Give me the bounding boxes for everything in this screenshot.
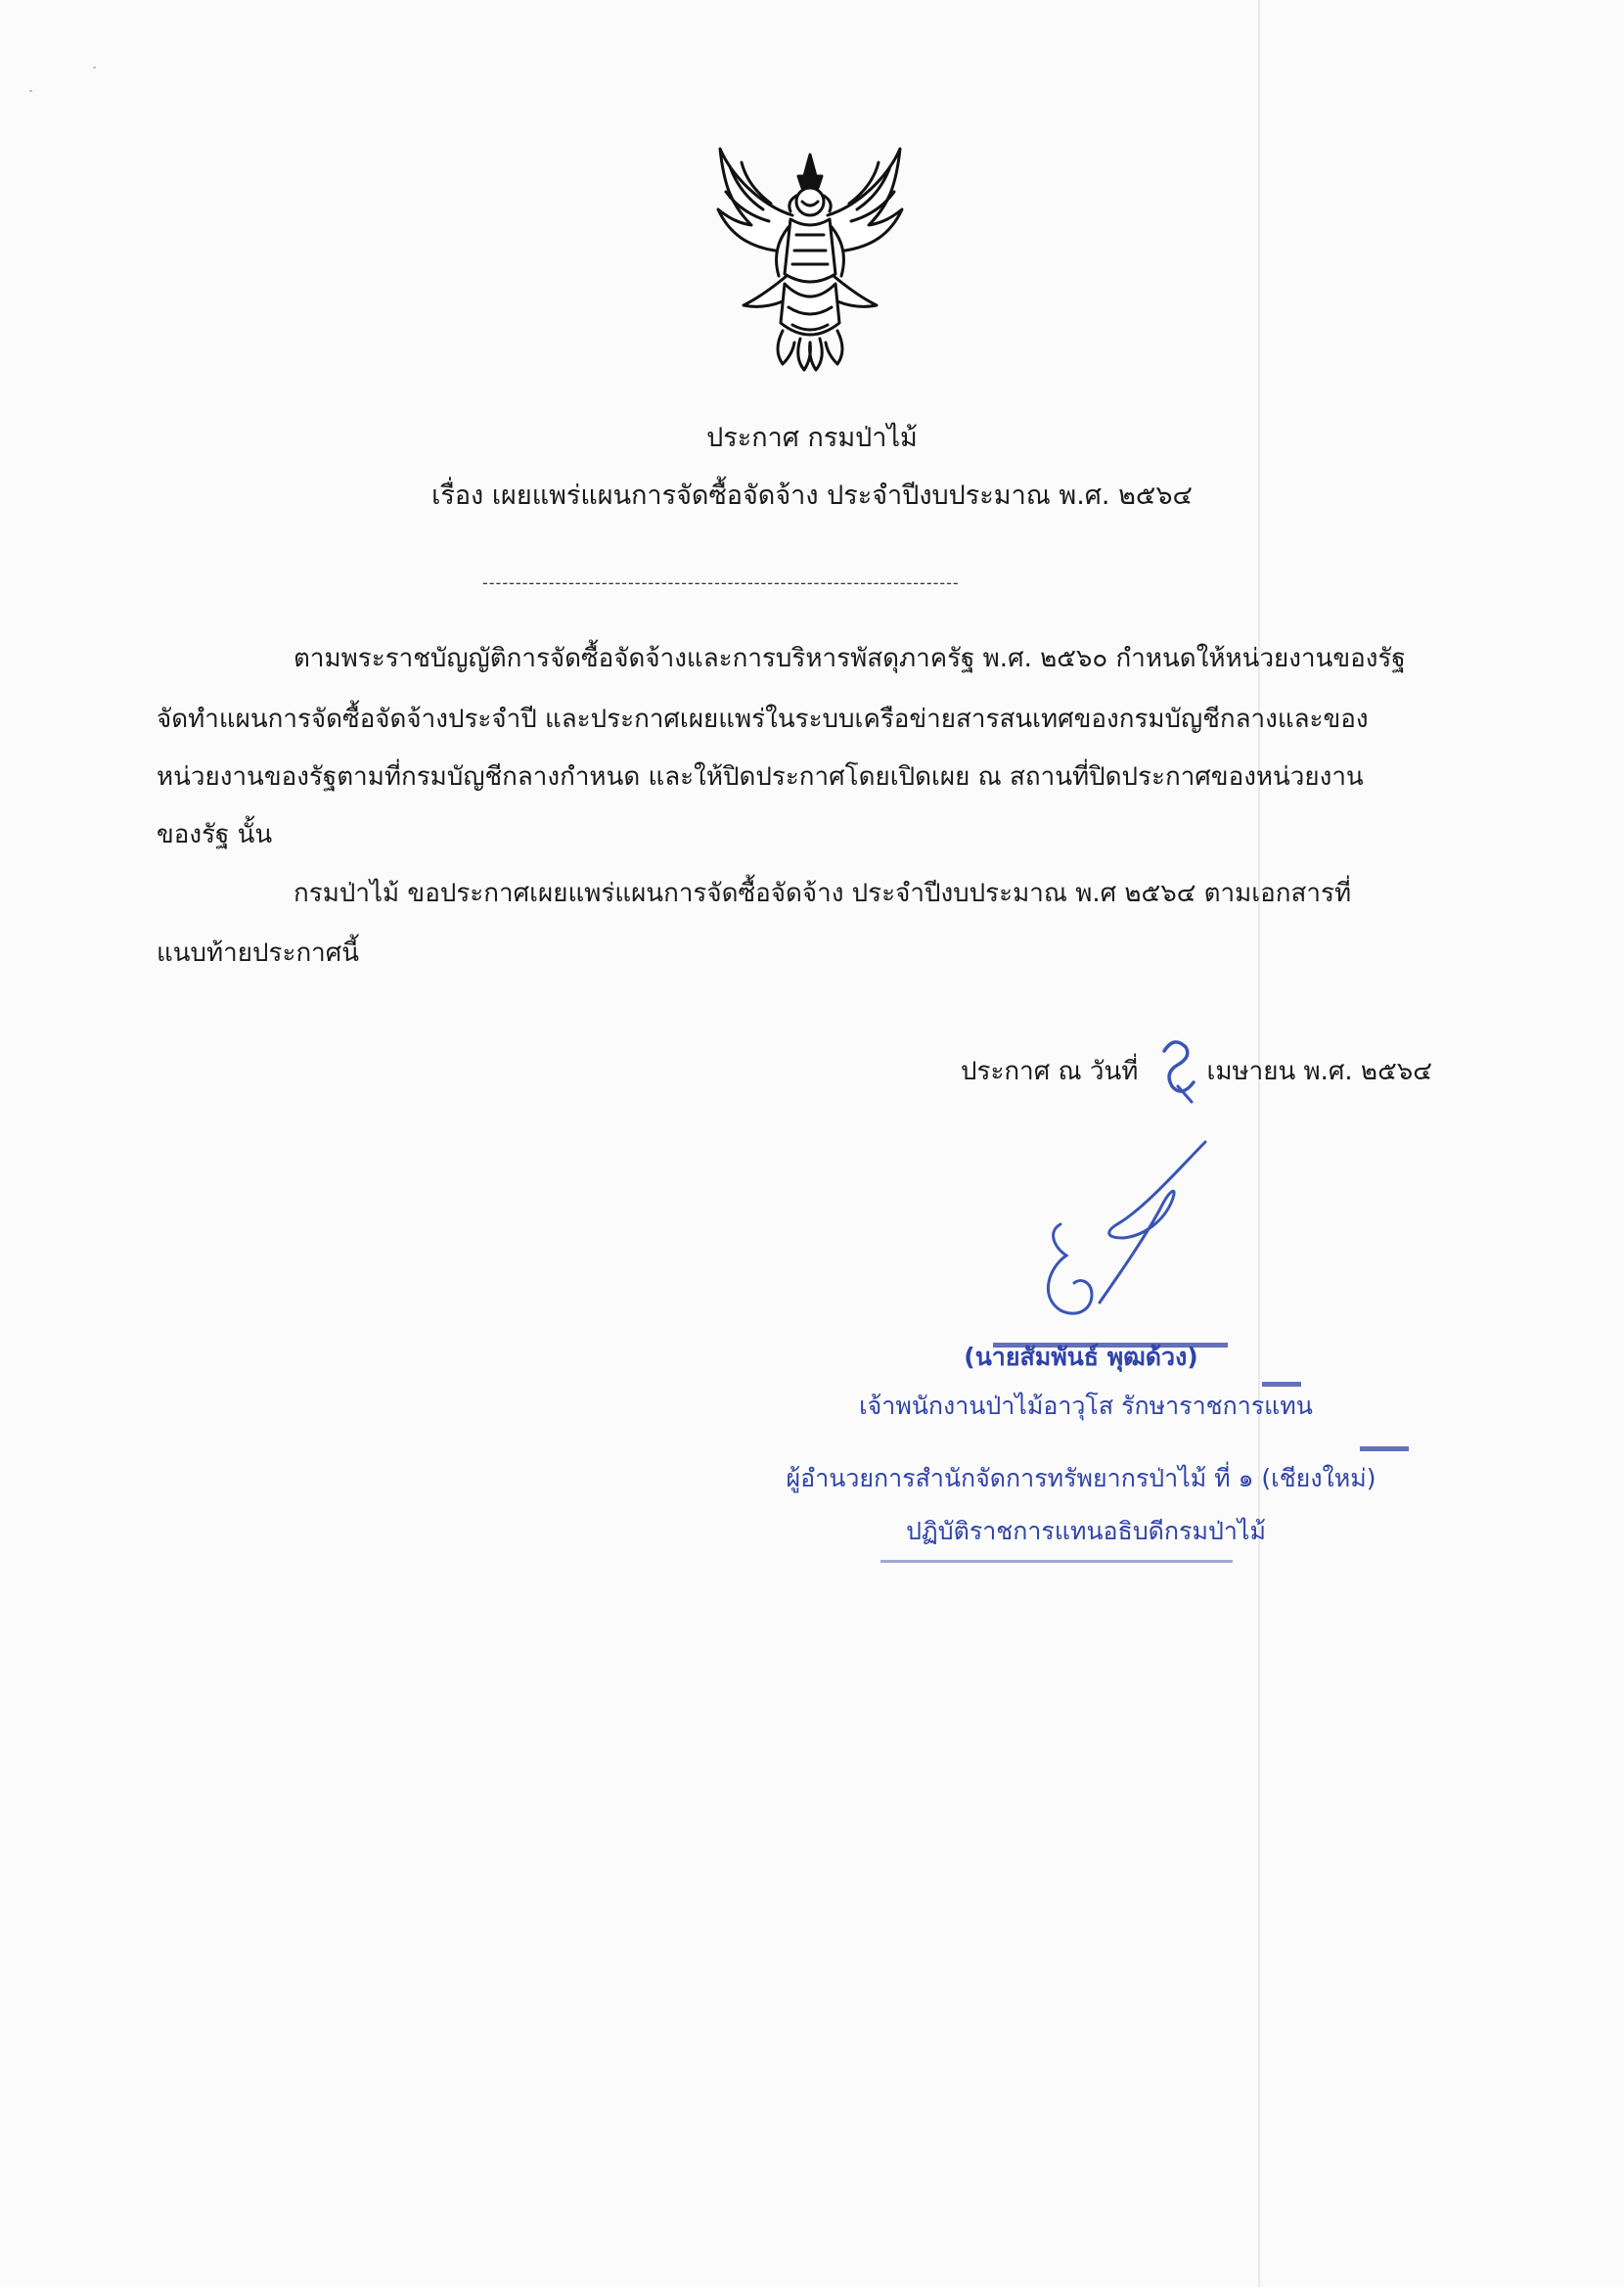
signatory-position: ผู้อำนวยการสำนักจัดการทรัพยากรป่าไม้ ที่ ๑ (เชียงใหม่) bbox=[786, 1464, 1376, 1492]
date-suffix: เมษายน พ.ศ. ๒๕๖๔ bbox=[1206, 1057, 1432, 1086]
stamp-edge bbox=[1360, 1446, 1409, 1451]
date-prefix: ประกาศ ณ วันที่ bbox=[961, 1057, 1139, 1086]
announcement-title: ประกาศ กรมป่าไม้ bbox=[706, 423, 918, 453]
body-line: จัดทำแผนการจัดซื้อจัดจ้างประจำปี และประกาศเผยแพร่ในระบบเครือข่ายสารสนเทศของกรมบัญชีกลางและของ bbox=[157, 705, 1369, 734]
stamp-edge bbox=[880, 1560, 1233, 1563]
body-line: กรมป่าไม้ ขอประกาศเผยแพร่แผนการจัดซื้อจัดจ้าง ประจำปีงบประมาณ พ.ศ ๒๕๖๔ ตามเอกสารที่ bbox=[293, 879, 1352, 908]
garuda-emblem-icon bbox=[702, 137, 918, 382]
body-line: แนบท้ายประกาศนี้ bbox=[157, 938, 360, 968]
signatory-name: (นายสัมพันธ์ พุฒด้วง) bbox=[964, 1343, 1198, 1371]
handwritten-signature bbox=[998, 1130, 1252, 1326]
announcement-subject: เรื่อง เผยแพร่แผนการจัดซื้อจัดจ้าง ประจำปีงบประมาณ พ.ศ. ๒๕๖๔ bbox=[431, 480, 1193, 511]
body-line: ตามพระราชบัญญัติการจัดซื้อจัดจ้างและการบริหารพัสดุภาครัฐ พ.ศ. ๒๕๖๐ กำหนดให้หน่วยงานของรัฐ bbox=[293, 644, 1406, 673]
scan-speck bbox=[93, 67, 96, 69]
scan-speck bbox=[29, 90, 32, 92]
handwritten-day bbox=[1150, 1029, 1209, 1108]
stamp-edge bbox=[1262, 1382, 1301, 1387]
dashed-divider: ------------------------------------------------------------------------ bbox=[482, 573, 960, 591]
signatory-position: เจ้าพนักงานป่าไม้อาวุโส รักษาราชการแทน bbox=[859, 1392, 1313, 1420]
body-line: หน่วยงานของรัฐตามที่กรมบัญชีกลางกำหนด และให้ปิดประกาศโดยเปิดเผย ณ สถานที่ปิดประกาศของหน่วยงาน bbox=[157, 762, 1364, 792]
signatory-position: ปฏิบัติราชการแทนอธิบดีกรมป่าไม้ bbox=[906, 1517, 1266, 1545]
scan-fold-line bbox=[1258, 0, 1260, 2287]
body-line: ของรัฐ นั้น bbox=[157, 820, 273, 849]
